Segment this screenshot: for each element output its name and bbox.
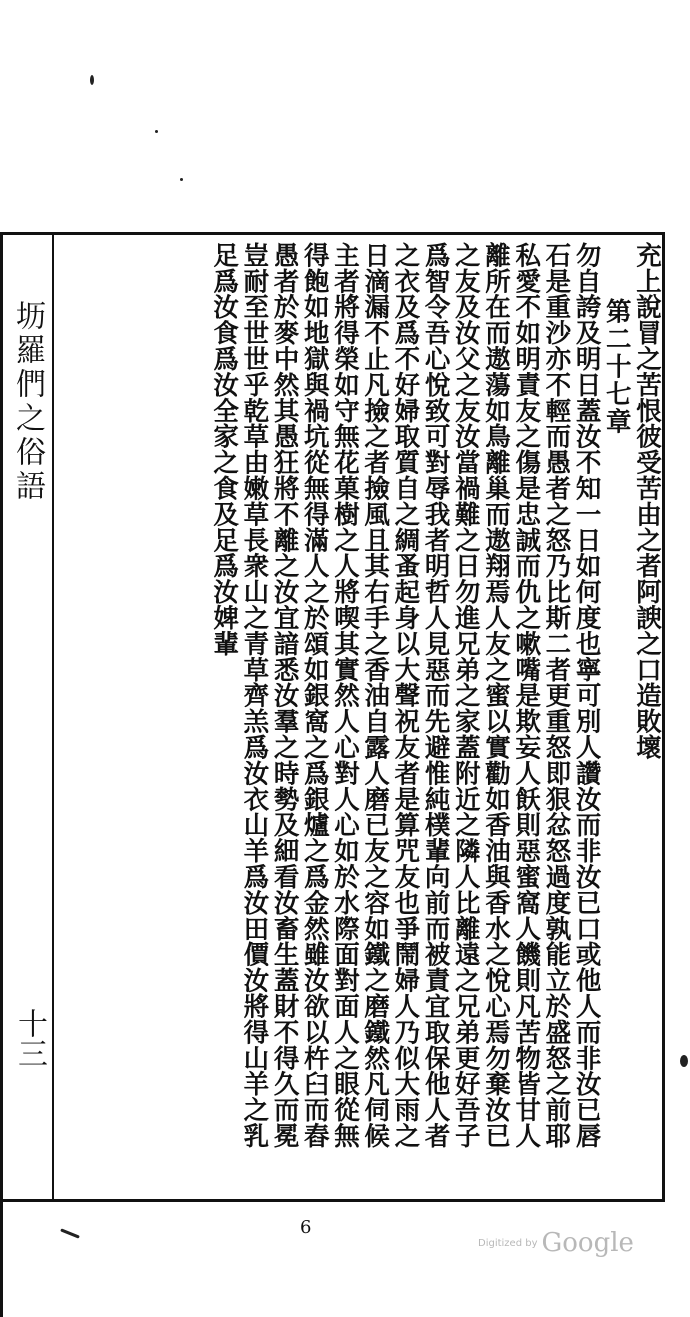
text-column: 之友及汝父之友汝當禍難之日勿進兄弟之家蓋附近之隣人比離遠之兄弟更好吾子 — [450, 242, 481, 1149]
watermark-prefix: Digitized by — [478, 1237, 538, 1249]
scan-speck — [180, 178, 183, 181]
scan-speck — [155, 130, 158, 133]
running-title: 坜羅們之俗語 — [10, 300, 45, 504]
frame-left-rule — [0, 232, 3, 1317]
page-number: 十三 — [12, 1008, 47, 1068]
text-column: 日滴漏不止凡撿之者撿風且其右手之香油自露人磨已友之容如鐵之磨鐵然凡伺候 — [360, 242, 391, 1149]
text-column: 愚者於麥中然其愚狂將不離之汝宜諳悉汝羣之時勢及細看汝畜生蓋財不得久而冕 — [269, 242, 300, 1149]
text-column: 充上說冒之苦恨彼受苦由之者阿諛之口造敗壞 — [632, 242, 662, 760]
text-column: 勿自誇及明日蓋汝不知一日如何度也寧可別人讚汝而非汝已口或他人而非汝已唇 — [571, 242, 602, 1149]
margin-divider — [52, 232, 54, 1202]
text-column: 足爲汝食爲汝全家之食及足爲汝婢輩 — [209, 242, 240, 657]
watermark-brand: Google — [541, 1228, 634, 1258]
scan-speck — [680, 1055, 688, 1067]
text-column: 得飽如地獄與禍坑從無得滿人之於頌如銀窩之爲銀爐之爲金然雖汝欲以杵臼而舂 — [299, 242, 330, 1149]
scan-speck — [60, 1228, 80, 1238]
frame-top-rule — [0, 232, 664, 235]
text-column: 豈耐至世世乎乾草由嫩草長衆山之青草齊羔爲汝衣山羊爲汝田價汝將得山羊之乳 — [239, 242, 270, 1149]
chapter-heading: 第二十七章 — [601, 298, 632, 436]
text-column: 離所在而遨蕩如鳥離巢而遨翔焉人友之蜜以實勸如香油與香水之悅心焉勿棄汝已 — [480, 242, 511, 1149]
scan-speck — [90, 75, 94, 85]
frame-bottom-rule — [0, 1199, 664, 1202]
scan-mark: 6 — [300, 1217, 312, 1238]
text-column: 爲智令吾心悅致可對辱我者明哲人見惡而先避惟純樸輩向前而被責宜取保他人者 — [420, 242, 451, 1149]
text-column: 石是重沙亦不輕而愚者之怒乃比斯二者更重怒即狠忿怒過度孰能立於盛怒之前耶 — [541, 242, 572, 1149]
text-column: 主者將得榮如守無花菓樹之人將喫其實然人心對人心如於水際面對面人之眼從無 — [329, 242, 360, 1149]
digitization-watermark — [478, 1228, 634, 1258]
text-column: 之衣及爲不好婦取質自之綢蚤起身以大聲祝友者是算咒友也爭鬧婦人乃似大雨之 — [390, 242, 421, 1149]
frame-right-rule — [662, 232, 665, 1202]
text-column: 私愛不如明責友之傷是忠誠而仇之嗽嘴是欺妄人飫則惡蜜窩人饑則凡苦物皆甘人 — [511, 242, 542, 1149]
body-text — [58, 242, 662, 1197]
